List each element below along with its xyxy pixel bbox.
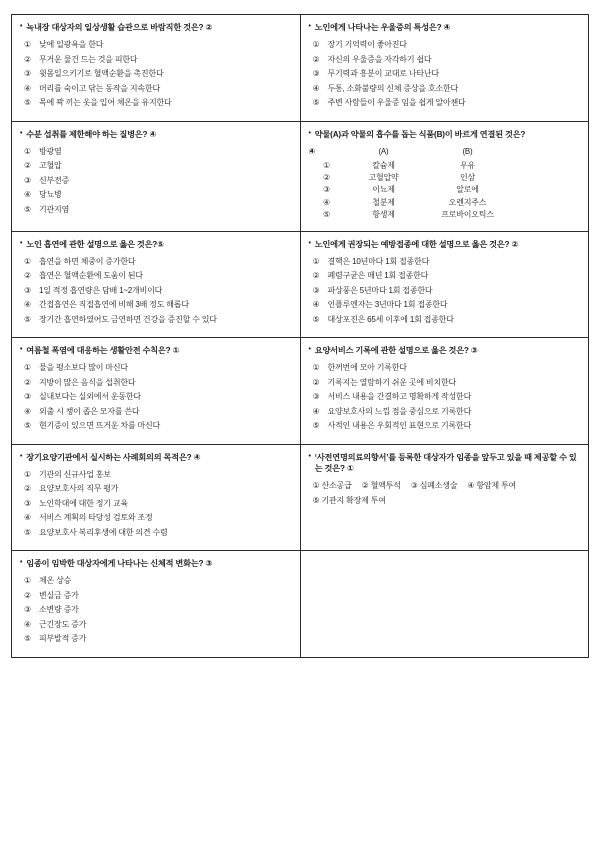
option-text: 흡연을 하면 체중이 증가한다	[39, 256, 136, 266]
question-stem	[20, 129, 292, 140]
option-text: 낮에 일광욕을 한다	[39, 40, 104, 50]
option-number: ③	[312, 69, 320, 79]
bullet-icon: •	[20, 346, 23, 354]
option-text: 서비스 계획의 타당성 검토와 조정	[39, 513, 153, 523]
option-number: ⑤	[24, 98, 31, 108]
option-number: ④	[24, 619, 31, 629]
list-item[interactable]	[24, 498, 292, 510]
option-text: 1일 적정 흡연량은 담배 1~2개비이다	[39, 285, 163, 295]
list-item[interactable]	[24, 362, 292, 374]
option-text: 신부전증	[39, 175, 70, 185]
question-text: 요양서비스 기록에 관한 설명으로 옳은 것은?	[314, 346, 469, 356]
pair-value-b: 인삼	[459, 173, 476, 183]
option-text: 흡연은 혈액순환에 도움이 된다	[39, 271, 143, 281]
option-text: ④ 항암제 투여	[467, 480, 517, 490]
pair-value-a: 고혈압약	[368, 173, 399, 183]
list-item[interactable]	[309, 197, 581, 209]
option-text: 체온 상승	[39, 576, 72, 586]
question-cell-4	[300, 121, 589, 231]
question-stem	[20, 558, 292, 569]
bullet-icon: •	[308, 346, 311, 354]
option-number: ①	[24, 576, 31, 586]
option-number: ⑤	[24, 421, 31, 431]
option-text: 기관의 신규사업 홍보	[39, 469, 111, 479]
option-list	[20, 256, 292, 326]
option-text: 지방이 많은 음식을 섭취한다	[39, 377, 136, 387]
question-text: 장기요양기관에서 실시하는 사례회의의 목적은?	[26, 452, 192, 462]
column-header-b: (B)	[462, 146, 473, 156]
bullet-icon: •	[20, 239, 23, 247]
option-number: ⑤	[24, 527, 31, 537]
answer-marker: ④	[443, 23, 451, 32]
option-number: ④	[312, 300, 320, 310]
option-text: 외출 시 챙이 좁은 모자를 쓴다	[39, 406, 140, 416]
option-text: 고혈압	[39, 161, 62, 171]
table-row	[12, 338, 589, 445]
question-stem	[309, 129, 581, 140]
option-text: 근긴장도 증가	[39, 619, 87, 629]
list-item[interactable]	[309, 209, 581, 221]
question-text: ‘사전연명의료의향서’를 등록한 대상자가 임종을 앞두고 있을 때 제공할 수 있는 것은?	[314, 452, 577, 473]
option-list	[309, 39, 581, 109]
pair-value-a: 칼슘제	[372, 160, 395, 170]
pair-value-a: 철분제	[372, 197, 395, 207]
option-number: ①	[323, 160, 330, 170]
option-number: ①	[312, 40, 320, 50]
pair-value-b: 알로에	[456, 185, 479, 195]
option-list	[20, 575, 292, 645]
option-text: ① 산소공급	[312, 480, 352, 490]
option-text: 자신의 우울증을 자각하기 쉽다	[327, 54, 432, 64]
option-text: 두통, 소화불량의 신체 증상을 호소한다	[327, 83, 459, 93]
option-number: ②	[323, 173, 330, 183]
question-stem	[309, 22, 581, 33]
option-number: ④	[24, 83, 31, 93]
list-item[interactable]	[24, 527, 292, 539]
bullet-icon: •	[308, 23, 311, 30]
option-number: ③	[312, 392, 320, 402]
question-stem	[309, 239, 581, 250]
list-item[interactable]	[24, 604, 292, 616]
pair-value-a: 이뇨제	[372, 185, 395, 195]
list-item[interactable]	[313, 495, 581, 508]
option-text: 장기 기억력이 좋아진다	[327, 40, 407, 50]
list-item[interactable]	[24, 256, 292, 268]
option-number: ③	[24, 69, 31, 79]
option-text: 현기증이 있으면 뜨거운 차를 마신다	[39, 421, 161, 431]
option-text: 요양보호사의 직무 평가	[39, 484, 119, 494]
option-list	[20, 146, 292, 216]
option-text: 폐렴구균은 매년 1회 접종한다	[327, 271, 429, 281]
option-text: 결핵은 10년마다 1회 접종한다	[327, 256, 430, 266]
option-number: ③	[24, 175, 31, 185]
answer-marker: ②	[511, 239, 519, 249]
option-number: ④	[24, 300, 31, 310]
list-item[interactable]	[24, 420, 292, 432]
pair-header	[309, 146, 581, 158]
question-cell-3	[12, 121, 301, 231]
question-text: 노인에게 권장되는 예방접종에 대한 설명으로 옳은 것은?	[314, 239, 510, 249]
pair-value-b: 프로바이오틱스	[441, 210, 494, 220]
answer-marker: ④	[308, 146, 316, 156]
option-list	[309, 480, 581, 508]
option-text: 무기력과 흥분이 교대로 나타난다	[327, 69, 439, 79]
option-number: ③	[24, 498, 31, 508]
option-text: 실내보다는 실외에서 운동한다	[39, 392, 141, 402]
list-item[interactable]	[313, 314, 581, 326]
option-list	[20, 469, 292, 539]
question-stem	[20, 345, 292, 356]
option-number: ④	[24, 513, 31, 523]
option-text: 주변 사람들이 우울증 임을 쉽게 알아챈다	[327, 98, 466, 108]
list-item[interactable]	[24, 54, 292, 66]
option-list	[20, 362, 292, 432]
option-text: 간접흡연은 직접흡연에 비해 3배 정도 해롭다	[39, 300, 189, 310]
option-text: 사적인 내용은 우회적인 표현으로 기록한다	[327, 421, 472, 431]
list-item[interactable]	[24, 619, 292, 631]
option-text: 변실금 증가	[39, 590, 79, 600]
option-number: ③	[323, 185, 330, 195]
option-text: ② 혈액투석	[361, 480, 401, 490]
list-item[interactable]	[313, 299, 581, 311]
list-item[interactable]	[24, 97, 292, 109]
option-text: ⑤ 기관지 확장제 투여	[312, 495, 386, 505]
option-number: ③	[24, 392, 31, 402]
option-number: ④	[24, 406, 31, 416]
option-number: ⑤	[24, 634, 31, 644]
list-item[interactable]	[309, 172, 581, 184]
answer-marker: ①	[172, 346, 180, 356]
option-number: ④	[323, 197, 330, 207]
list-item[interactable]	[24, 39, 292, 51]
option-number: ②	[24, 161, 31, 171]
question-stem	[20, 22, 292, 33]
list-item[interactable]	[24, 590, 292, 602]
option-number: ⑤	[312, 98, 320, 108]
option-number: ⑤	[24, 314, 31, 324]
question-text: 임종이 임박한 대상자에게 나타나는 신체적 변화는?	[26, 559, 204, 569]
option-number: ①	[24, 363, 31, 373]
option-text: 피부발적 증가	[39, 634, 87, 644]
option-number: ⑤	[24, 204, 31, 214]
answer-marker: ③	[470, 346, 478, 356]
option-text: 방광염	[39, 146, 62, 156]
pair-value-b: 오렌지주스	[448, 197, 487, 207]
question-cell-9	[12, 444, 301, 551]
option-number: ①	[24, 469, 31, 479]
option-number: ②	[24, 590, 31, 600]
answer-marker: ⑤	[157, 239, 164, 249]
question-cell-2	[300, 15, 589, 122]
bullet-icon: •	[308, 129, 311, 137]
option-list	[309, 362, 581, 432]
question-stem	[309, 345, 581, 356]
table-row	[12, 444, 589, 551]
list-item[interactable]	[313, 54, 581, 66]
option-number: ⑤	[312, 421, 320, 431]
list-item[interactable]	[313, 420, 581, 432]
list-item[interactable]	[24, 83, 292, 95]
pair-value-a: 항생제	[372, 210, 395, 220]
bullet-icon: •	[308, 239, 311, 247]
answer-marker: ③	[205, 559, 213, 569]
list-item[interactable]	[313, 270, 581, 282]
option-number: ③	[24, 605, 31, 615]
list-item[interactable]	[313, 377, 581, 389]
option-number: ②	[312, 54, 320, 64]
list-item[interactable]	[24, 68, 292, 80]
list-item[interactable]	[24, 391, 292, 403]
list-item[interactable]	[24, 575, 292, 587]
list-item[interactable]	[24, 175, 292, 187]
question-text: 약물(A)과 약물의 흡수를 돕는 식품(B)이 바르게 연결된 것은?	[314, 129, 526, 139]
list-item[interactable]	[309, 184, 581, 196]
option-number: ①	[24, 40, 31, 50]
question-cell-8	[300, 338, 589, 445]
answer-marker: ④	[149, 129, 157, 139]
option-number: ②	[24, 54, 31, 64]
option-text: 노인학대에 대한 정기 교육	[39, 498, 128, 508]
answer-marker: ②	[205, 23, 213, 32]
option-number: ②	[24, 377, 31, 387]
option-list	[309, 256, 581, 326]
list-item[interactable]	[24, 406, 292, 418]
option-number: ①	[312, 256, 320, 266]
question-stem	[309, 452, 581, 474]
list-item[interactable]	[24, 377, 292, 389]
list-item[interactable]	[24, 483, 292, 495]
option-text: 한꺼번에 모아 기록한다	[327, 363, 407, 373]
list-item[interactable]	[24, 285, 292, 297]
option-text: 인플루엔자는 3년마다 1회 접종한다	[327, 300, 448, 310]
option-text: 기록지는 열람하기 쉬운 곳에 비치한다	[327, 377, 457, 387]
option-list	[20, 39, 292, 109]
table-row	[12, 231, 589, 338]
option-text: 요양보호사 복리후생에 대한 의견 수렴	[39, 527, 168, 537]
list-item[interactable]	[313, 97, 581, 109]
list-item[interactable]	[313, 256, 581, 268]
option-number: ②	[24, 484, 31, 494]
question-stem	[20, 239, 292, 250]
option-text: 목에 꽉 끼는 옷을 입어 체온을 유지한다	[39, 98, 172, 108]
question-cell-1	[12, 15, 301, 122]
option-number: ⑤	[312, 314, 320, 324]
option-number: ②	[312, 271, 320, 281]
option-text: 머리를 숙이고 닦는 동작을 지속한다	[39, 83, 161, 93]
option-text: 파상풍은 5년마다 1회 접종한다	[327, 285, 433, 295]
list-item[interactable]	[24, 189, 292, 201]
answer-marker: ①	[346, 463, 354, 473]
question-text: 여름철 폭염에 대응하는 생활안전 수칙은?	[26, 346, 171, 356]
question-cell-11	[12, 551, 301, 658]
list-item[interactable]	[313, 83, 581, 95]
list-item[interactable]	[24, 512, 292, 524]
option-text: 요양보호사의 느낌 점을 중심으로 기록한다	[327, 406, 472, 416]
option-text: ③ 심폐소생술	[410, 480, 458, 490]
table-row	[12, 121, 589, 231]
option-number: ①	[24, 146, 31, 156]
option-text: 소변량 증가	[39, 605, 79, 615]
list-item[interactable]	[24, 160, 292, 172]
question-cell-6	[300, 231, 589, 338]
list-item[interactable]	[313, 480, 581, 493]
column-header-a: (A)	[378, 146, 389, 156]
option-text: 윗몸일으키기로 혈액순환을 촉진한다	[39, 69, 164, 79]
list-item[interactable]	[313, 285, 581, 297]
option-number: ④	[312, 83, 320, 93]
question-text: 녹내장 대상자의 일상생활 습관으로 바람직한 것은?	[26, 23, 204, 32]
option-text: 기관지염	[39, 204, 70, 214]
bullet-icon: •	[20, 129, 23, 137]
question-text: 노인에게 나타나는 우울증의 특성은?	[314, 23, 442, 32]
bullet-icon: •	[20, 452, 23, 460]
option-number: ④	[24, 190, 31, 200]
question-cell-5	[12, 231, 301, 338]
option-number: ⑤	[323, 210, 330, 220]
list-item[interactable]	[24, 633, 292, 645]
question-text: 수분 섭취를 제한해야 하는 질병은?	[26, 129, 148, 139]
list-item[interactable]	[313, 391, 581, 403]
list-item[interactable]	[24, 299, 292, 311]
option-number: ②	[24, 271, 31, 281]
option-number: ②	[312, 377, 320, 387]
question-stem	[20, 452, 292, 463]
option-text: 물을 평소보다 많이 마신다	[39, 363, 128, 373]
pair-value-b: 우유	[459, 160, 476, 170]
option-number: ①	[312, 363, 320, 373]
question-cell-7	[12, 338, 301, 445]
question-grid	[11, 14, 589, 658]
list-item[interactable]	[24, 204, 292, 216]
list-item[interactable]	[24, 270, 292, 282]
option-number: ③	[312, 285, 320, 295]
list-item[interactable]	[24, 146, 292, 158]
bullet-icon: •	[20, 559, 23, 567]
option-number: ④	[312, 406, 320, 416]
list-item[interactable]	[313, 39, 581, 51]
list-item[interactable]	[309, 160, 581, 172]
list-item[interactable]	[313, 68, 581, 80]
option-text: 당뇨병	[39, 190, 62, 200]
option-text: 무거운 물건 드는 것을 피한다	[39, 54, 138, 64]
option-number: ①	[24, 256, 31, 266]
option-text: 장기간 흡연하였어도 금연하면 건강을 증진할 수 있다	[39, 314, 217, 324]
list-item[interactable]	[313, 362, 581, 374]
question-text: 노인 흡연에 관한 설명으로 옳은 것은?	[26, 239, 158, 249]
bullet-icon: •	[20, 23, 23, 30]
option-text: 대상포진은 65세 이후에 1회 접종한다	[327, 314, 454, 324]
answer-marker: ④	[193, 452, 201, 462]
option-number: ③	[24, 285, 31, 295]
option-text: 서비스 내용을 간결하고 명확하게 작성한다	[327, 392, 472, 402]
list-item[interactable]	[24, 314, 292, 326]
table-row	[12, 15, 589, 122]
table-row	[12, 551, 589, 658]
list-item[interactable]	[24, 469, 292, 481]
bullet-icon: •	[308, 452, 311, 460]
question-cell-10	[300, 444, 589, 551]
empty-cell	[300, 551, 589, 658]
list-item[interactable]	[313, 406, 581, 418]
